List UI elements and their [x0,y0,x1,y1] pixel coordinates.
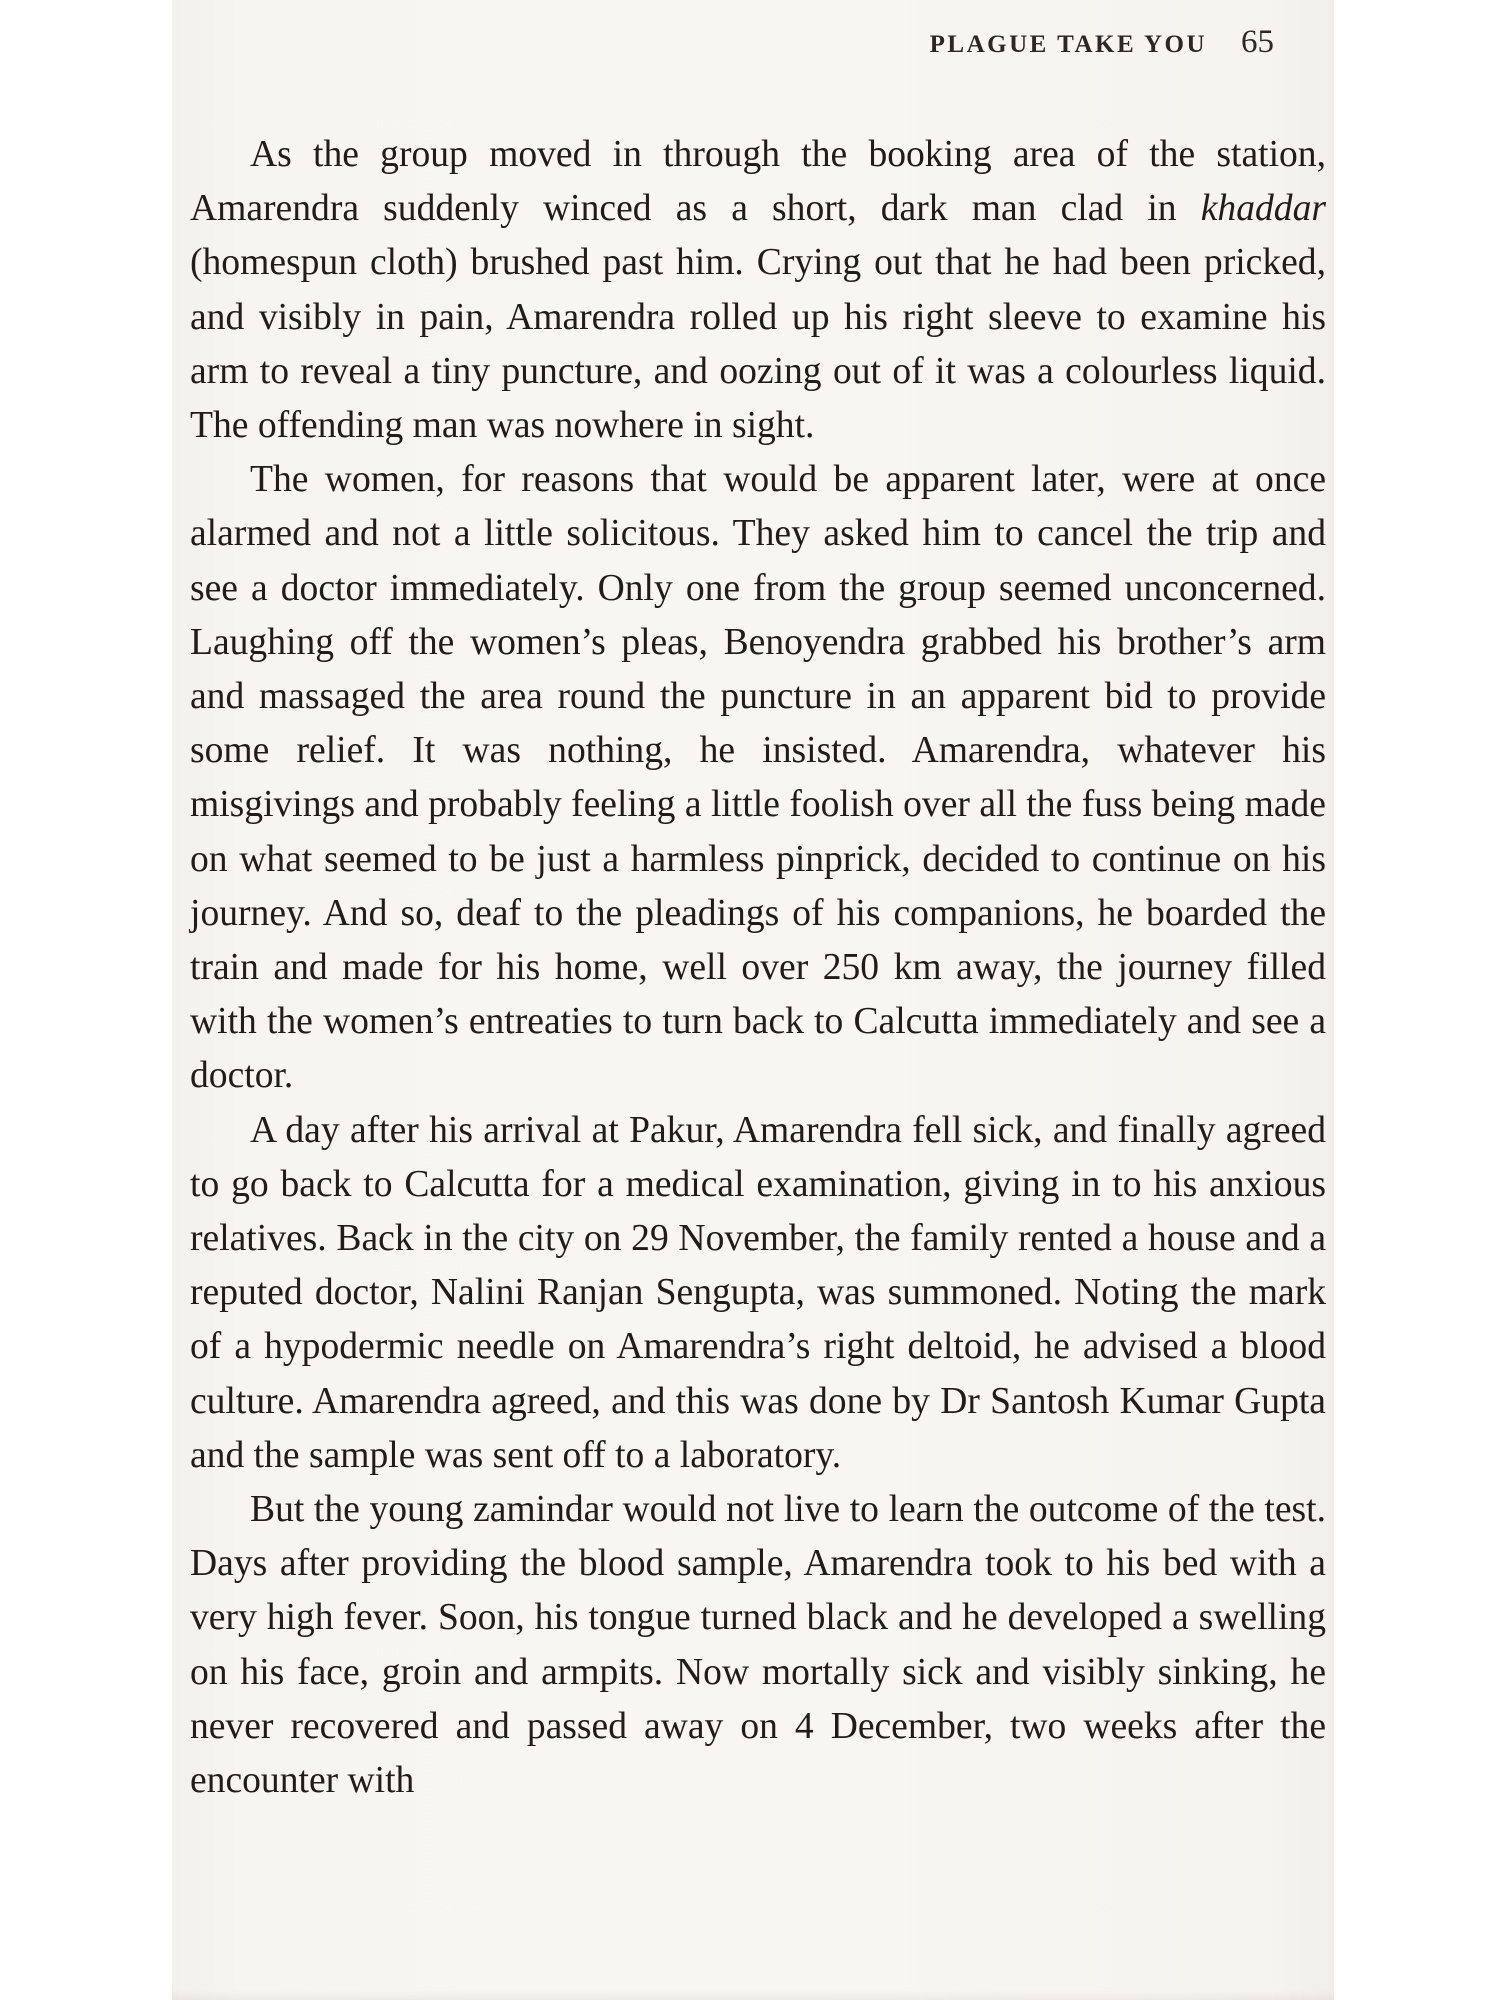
running-head [930,24,1274,61]
body-text [190,128,1326,1808]
paragraph-1-text-before: As the group moved in through the booking area of the station, Amarendra suddenly winced as a short, dark man clad in [190,134,1326,230]
paragraph-2: The women, for reasons that would be apparent later, were at once alarmed and not a little solicitous. They asked him to cancel the trip and see a doctor immediately. Only one from the group seemed unconcerned. Laughing off the women’s pleas, Benoyendra grabbed his brother’s arm and massaged the area round the puncture in an apparent bid to provide some relief. It was nothing, he insisted. Amarendra, whatever his misgivings and probably feeling a little foolish over all the fuss being made on what seemed to be just a harmless pinprick, decided to continue on his journey. And so, deaf to the pleadings of his companions, he boarded the train and made for his home, well over 250 km away, the journey filled with the women’s entreaties to turn back to Calcutta immediately and see a doctor. [190,459,1326,1097]
page-bottom-edge [172,1990,1334,2000]
paragraph-1-text-after: (homespun cloth) brushed past him. Crying out that he had been pricked, and visibly in pain, Amarendra rolled up his right sleeve to examine his arm to reveal a tiny puncture, and oozing out of it was a colourless liquid. The offending man was nowhere in sight. [190,242,1326,447]
book-page [172,0,1334,2000]
page-number: 65 [1241,24,1274,60]
paragraph-4: But the young zamindar would not live to learn the outcome of the test. Days after providing the blood sample, Amarendra took to his bed with a very high fever. Soon, his tongue turned black and he developed a swelling on his face, groin and armpits. Now mortally sick and visibly sinking, he never recovered and passed away on 4 December, two weeks after the encounter with [190,1489,1326,1802]
paragraph-1-emphasis: khaddar [1200,188,1326,230]
paragraph-1 [190,128,1326,453]
chapter-title: PLAGUE TAKE YOU [929,31,1207,58]
paragraph-3: A day after his arrival at Pakur, Amarendra fell sick, and finally agreed to go back to Calcutta for a medical examination, giving in to his anxious relatives. Back in the city on 29 November, the family rented a house and a reputed doctor, Nalini Ranjan Sengupta, was summoned. Noting the mark of a hypodermic needle on Amarendra’s right deltoid, he advised a blood culture. Amarendra agreed, and this was done by Dr Santosh Kumar Gupta and the sample was sent off to a laboratory. [190,1109,1326,1476]
